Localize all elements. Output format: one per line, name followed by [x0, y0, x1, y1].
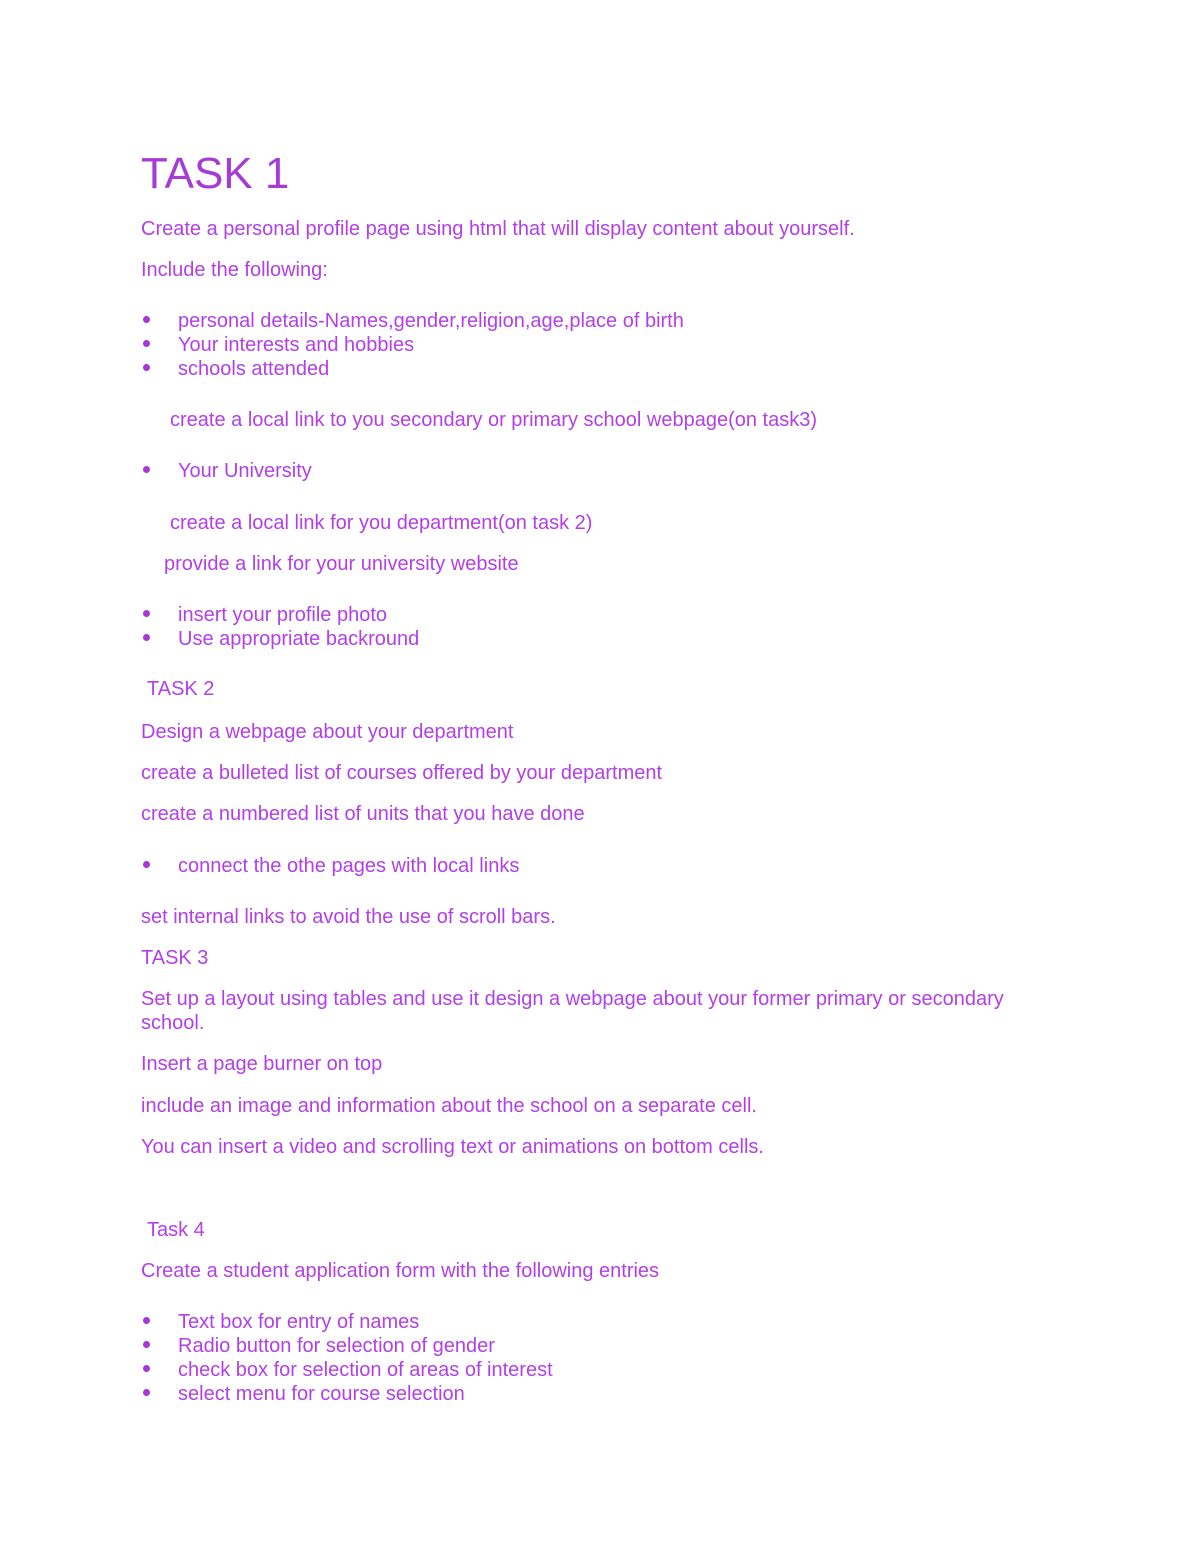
uni-link-note: provide a link for your university website: [164, 553, 519, 575]
list-item: Radio button for selection of gender: [178, 1335, 495, 1357]
task3-heading: TASK 3: [141, 947, 209, 969]
bullet-dot-icon: [143, 316, 150, 323]
task2-after: set internal links to avoid the use of scroll bars.: [141, 906, 556, 928]
list-item: Text box for entry of names: [178, 1311, 420, 1333]
bullet-dot-icon: [143, 1389, 150, 1396]
bullet-dot-icon: [143, 1317, 150, 1324]
list-item: Your University: [178, 460, 312, 482]
bullet-dot-icon: [143, 364, 150, 371]
bullet-dot-icon: [143, 1365, 150, 1372]
task1-include-label: Include the following:: [141, 259, 328, 281]
list-item: insert your profile photo: [178, 604, 388, 626]
task3-layout: Set up a layout using tables and use it design a webpage about your former primary or secondary school.: [141, 988, 1004, 1034]
task1-heading: TASK 1: [141, 149, 290, 198]
list-item: schools attended: [178, 358, 330, 380]
list-item: personal details-Names,gender,religion,age,place of birth: [178, 310, 684, 332]
task4-heading: Task 4: [147, 1219, 205, 1241]
task2-line: create a bulleted list of courses offered by your department: [141, 762, 663, 784]
task3-line: Insert a page burner on top: [141, 1053, 383, 1075]
task2-line: Design a webpage about your department: [141, 721, 514, 743]
list-item: connect the othe pages with local links: [178, 855, 520, 877]
bullet-dot-icon: [143, 861, 150, 868]
bullet-dot-icon: [143, 340, 150, 347]
bullet-dot-icon: [143, 610, 150, 617]
task3-line: You can insert a video and scrolling text or animations on bottom cells.: [141, 1136, 764, 1158]
task1-intro: Create a personal profile page using html that will display content about yourself.: [141, 218, 855, 240]
list-item: Use appropriate backround: [178, 628, 420, 650]
dept-link-note: create a local link for you department(on task 2): [170, 512, 593, 534]
task2-heading: TASK 2: [147, 678, 215, 700]
task2-line: create a numbered list of units that you have done: [141, 803, 585, 825]
school-link-note: create a local link to you secondary or primary school webpage(on task3): [170, 409, 817, 431]
bullet-dot-icon: [143, 1341, 150, 1348]
task3-line: include an image and information about the school on a separate cell.: [141, 1095, 757, 1117]
list-item: Your interests and hobbies: [178, 334, 415, 356]
bullet-dot-icon: [143, 634, 150, 641]
list-item: check box for selection of areas of interest: [178, 1359, 553, 1381]
task4-intro: Create a student application form with the following entries: [141, 1260, 660, 1282]
bullet-dot-icon: [143, 466, 150, 473]
list-item: select menu for course selection: [178, 1383, 465, 1405]
